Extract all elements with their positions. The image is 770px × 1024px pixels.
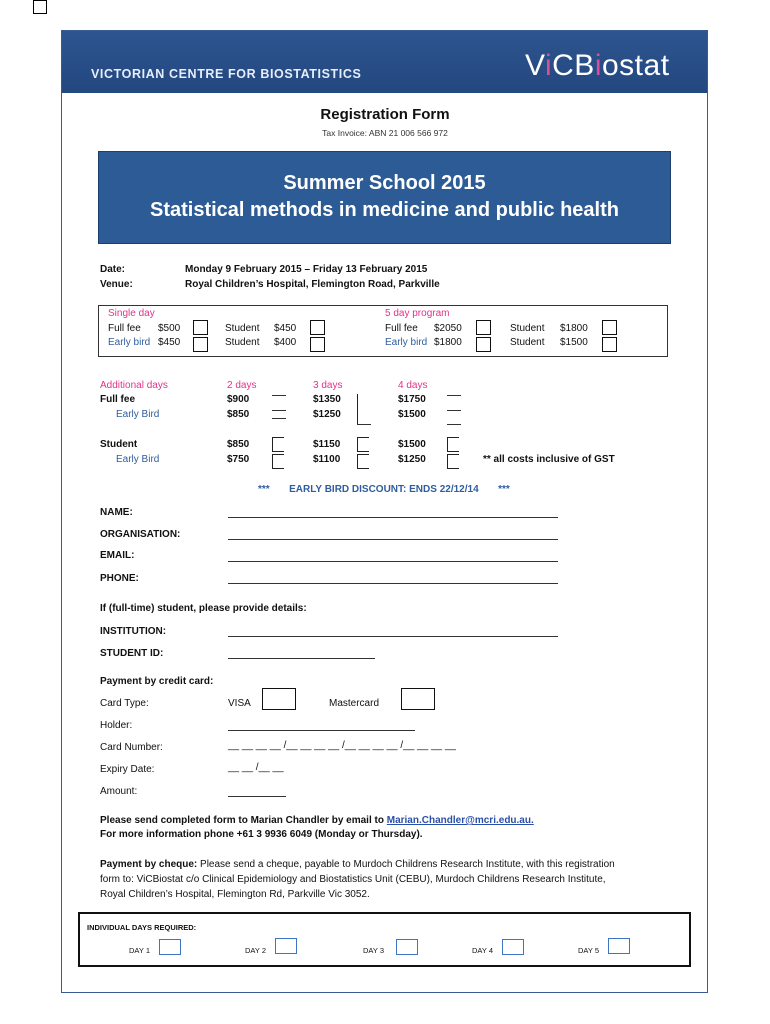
single-student-early-checkbox[interactable] (310, 337, 325, 352)
price-student-early-2: $750 (227, 454, 250, 465)
five-full-fee-checkbox[interactable] (476, 320, 491, 335)
student-prompt: If (full-time) student, please provide details: (100, 603, 307, 614)
single-student-early-price: $400 (274, 337, 297, 348)
name-label: NAME: (100, 507, 133, 518)
page-checkbox[interactable] (33, 0, 47, 14)
tick-early-4b (447, 424, 461, 425)
day-4-checkbox[interactable] (502, 939, 524, 955)
card-type-label: Card Type: (100, 698, 149, 709)
email-field[interactable] (228, 561, 558, 562)
amount-field[interactable] (228, 796, 286, 797)
cheque-line-1: Payment by cheque: Please send a cheque, payable to Murdoch Childrens Research Institute, with this registration (100, 859, 615, 870)
price-full-4: $1750 (398, 394, 426, 405)
single-early-bird-label: Early bird (108, 337, 151, 348)
cheque-line-2: form to: ViCBiostat c/o Clinical Epidemiology and Biostatistics Unit (CEBU), Murdoch Childrens Research Institute, (100, 874, 606, 885)
institution-label: INSTITUTION: (100, 626, 167, 637)
organisation-field[interactable] (228, 539, 558, 540)
venue-label: Venue: (100, 279, 133, 290)
form-title: Registration Form (320, 106, 450, 123)
tick-early-3 (357, 424, 371, 425)
credit-card-heading: Payment by credit card: (100, 676, 214, 687)
day-5-checkbox[interactable] (608, 938, 630, 954)
course-year: Summer School 2015 (283, 172, 486, 194)
col-3-days: 3 days (313, 380, 343, 391)
single-full-fee-price: $500 (158, 323, 181, 334)
five-student-label: Student (510, 323, 545, 334)
tick-student-early-4[interactable] (447, 454, 459, 469)
single-full-fee-label: Full fee (108, 323, 141, 334)
date-label: Date: (100, 264, 126, 275)
price-full-2: $900 (227, 394, 250, 405)
five-student-early-label: Student (510, 337, 545, 348)
gst-note: ** all costs inclusive of GST (483, 454, 615, 465)
tick-full-2[interactable] (272, 395, 286, 396)
additional-early-bird-label: Early Bird (116, 409, 160, 420)
student-id-field[interactable] (228, 658, 375, 659)
tick-student-early-2[interactable] (272, 454, 284, 469)
tick-early-4[interactable] (447, 410, 461, 411)
single-student-early-label: Student (225, 337, 260, 348)
five-student-early-checkbox[interactable] (602, 337, 617, 352)
day-1-checkbox[interactable] (159, 939, 181, 955)
mastercard-label: Mastercard (329, 698, 380, 709)
price-student-3: $1150 (313, 439, 341, 450)
col-4-days: 4 days (398, 380, 428, 391)
tick-full-3[interactable] (357, 394, 358, 424)
tick-full-4[interactable] (447, 395, 461, 396)
tick-early-2b (272, 418, 286, 419)
price-student-2: $850 (227, 439, 250, 450)
visa-checkbox[interactable] (262, 688, 296, 710)
day-3-checkbox[interactable] (396, 939, 418, 955)
tick-student-4[interactable] (447, 437, 459, 452)
tax-invoice: Tax Invoice: ABN 21 006 566 972 (322, 128, 448, 138)
day-2-checkbox[interactable] (275, 938, 297, 954)
banner-org-name: VICTORIAN CENTRE FOR BIOSTATISTICS (91, 67, 362, 81)
five-student-full-checkbox[interactable] (602, 320, 617, 335)
tick-student-early-3[interactable] (357, 454, 369, 469)
five-day-heading: 5 day program (385, 308, 450, 319)
tick-student-3[interactable] (357, 437, 369, 452)
additional-student-early-label: Early Bird (116, 454, 160, 465)
email-link[interactable]: Marian.Chandler@mcri.edu.au. (386, 815, 534, 826)
phone-field[interactable] (228, 583, 558, 584)
phone-info: For more information phone +61 3 9936 6049 (Monday or Thursday). (100, 829, 423, 840)
mastercard-checkbox[interactable] (401, 688, 435, 710)
additional-days-heading: Additional days (100, 380, 168, 391)
price-early-3: $1250 (313, 409, 341, 420)
tick-student-2[interactable] (272, 437, 284, 452)
five-early-bird-label: Early bird (385, 337, 428, 348)
venue-value: Royal Children’s Hospital, Flemington Road, Parkville (185, 279, 440, 290)
single-day-heading: Single day (108, 308, 155, 319)
col-2-days: 2 days (227, 380, 257, 391)
day-3-label: DAY 3 (363, 946, 384, 955)
visa-label: VISA (228, 698, 251, 709)
price-student-early-4: $1250 (398, 454, 426, 465)
single-early-bird-price: $450 (158, 337, 181, 348)
tick-early-2[interactable] (272, 410, 286, 411)
additional-full-fee-label: Full fee (100, 394, 136, 405)
single-student-full-checkbox[interactable] (310, 320, 325, 335)
additional-student-label: Student (100, 439, 138, 450)
course-subtitle: Statistical methods in medicine and public health (150, 199, 619, 221)
amount-label: Amount: (100, 786, 138, 797)
five-early-bird-price: $1800 (434, 337, 462, 348)
price-early-4: $1500 (398, 409, 426, 420)
cheque-line-3: Royal Children’s Hospital, Flemington Rd, Parkville Vic 3052. (100, 889, 370, 900)
five-full-fee-price: $2050 (434, 323, 462, 334)
phone-label: PHONE: (100, 573, 139, 584)
send-instructions: Please send completed form to Marian Chandler by email to Marian.Chandler@mcri.edu.au. (100, 815, 534, 826)
price-early-2: $850 (227, 409, 250, 420)
early-bird-discount: *** EARLY BIRD DISCOUNT: ENDS 22/12/14 *** (258, 484, 510, 495)
single-student-label: Student (225, 323, 260, 334)
expiry-label: Expiry Date: (100, 764, 155, 775)
single-student-full-price: $450 (274, 323, 297, 334)
course-title-box (98, 151, 671, 244)
institution-field[interactable] (228, 636, 558, 637)
card-number-label: Card Number: (100, 742, 163, 753)
individual-days-heading: INDIVIDUAL DAYS REQUIRED: (87, 923, 197, 932)
expiry-field[interactable]: __ __ /__ __ (228, 762, 284, 773)
single-full-fee-checkbox[interactable] (193, 320, 208, 335)
card-number-field[interactable]: __ __ __ __ /__ __ __ __ /__ __ __ __ /__ __ __ __ (228, 740, 456, 751)
price-full-3: $1350 (313, 394, 341, 405)
student-id-label: STUDENT ID: (100, 648, 164, 659)
email-label: EMAIL: (100, 550, 135, 561)
name-field[interactable] (228, 517, 558, 518)
day-5-label: DAY 5 (578, 946, 599, 955)
five-full-fee-label: Full fee (385, 323, 418, 334)
five-student-early-price: $1500 (560, 337, 588, 348)
holder-field[interactable] (228, 730, 415, 731)
day-4-label: DAY 4 (472, 946, 493, 955)
organisation-label: ORGANISATION: (100, 529, 181, 540)
price-student-early-3: $1100 (313, 454, 341, 465)
holder-label: Holder: (100, 720, 133, 731)
five-student-full-price: $1800 (560, 323, 588, 334)
five-early-bird-checkbox[interactable] (476, 337, 491, 352)
day-1-label: DAY 1 (129, 946, 150, 955)
vicbiostat-logo: ViCBiostat (525, 49, 670, 82)
day-2-label: DAY 2 (245, 946, 266, 955)
date-value: Monday 9 February 2015 – Friday 13 February 2015 (185, 264, 428, 275)
price-student-4: $1500 (398, 439, 426, 450)
single-early-bird-checkbox[interactable] (193, 337, 208, 352)
